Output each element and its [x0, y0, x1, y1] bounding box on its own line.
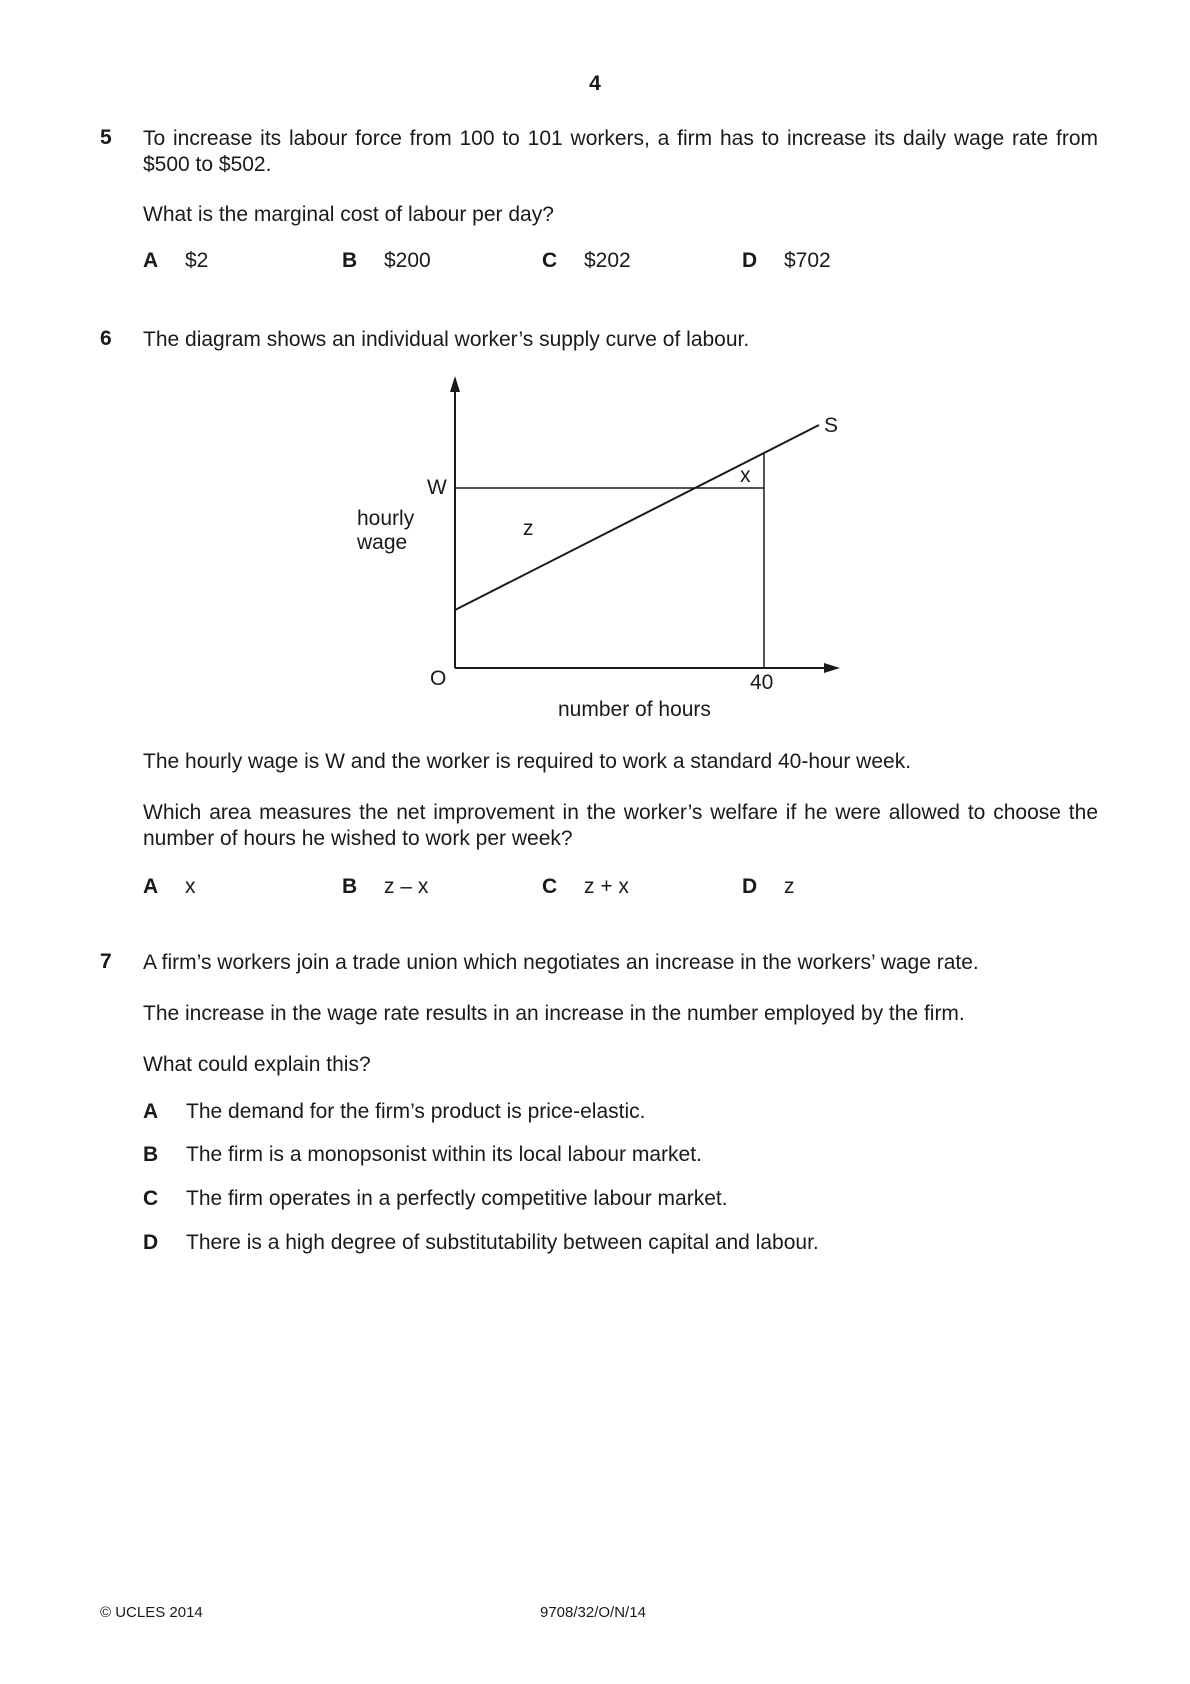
curve-label: S	[824, 414, 839, 437]
option-text: The firm operates in a perfectly competitive labour market.	[186, 1187, 728, 1210]
y-axis-arrow	[450, 376, 460, 392]
option-d[interactable]	[143, 1231, 819, 1255]
option-letter: A	[143, 875, 159, 898]
hours-label: 40	[750, 671, 774, 694]
option-letter: D	[742, 875, 758, 898]
option-text: $200	[384, 249, 431, 272]
option-c[interactable]	[143, 1187, 728, 1211]
x-axis-arrow	[824, 663, 840, 673]
option-b[interactable]	[143, 1143, 702, 1167]
option-letter: B	[342, 875, 358, 898]
option-letter: A	[143, 1100, 159, 1123]
option-a[interactable]	[143, 875, 196, 899]
area-x-label: x	[740, 464, 751, 487]
option-letter: B	[342, 249, 358, 272]
option-letter: A	[143, 249, 159, 272]
wage-label: W	[427, 476, 447, 499]
y-axis-label-line1: hourly	[357, 507, 415, 530]
question-number: 6	[100, 327, 112, 350]
question-text: The diagram shows an individual worker’s supply curve of labour.	[143, 328, 750, 351]
option-text: The firm is a monopsonist within its local labour market.	[186, 1143, 702, 1166]
option-d[interactable]	[742, 875, 795, 899]
question-statement: The increase in the wage rate results in an increase in the number employed by the firm.	[143, 1002, 965, 1025]
question-prompt: What is the marginal cost of labour per day?	[143, 203, 554, 226]
option-letter: C	[542, 875, 558, 898]
footer-copyright: © UCLES 2014	[100, 1604, 203, 1621]
y-axis-label-line2: wage	[357, 531, 408, 554]
origin-label: O	[430, 667, 447, 690]
footer-code: 9708/32/O/N/14	[540, 1604, 646, 1621]
page-number: 4	[589, 72, 601, 95]
option-text: z – x	[384, 875, 429, 898]
option-b[interactable]	[342, 875, 428, 899]
question-prompt: Which area measures the net improvement in the worker’s welfare if he were allowed to choose the number of hours he wished to work per week?	[143, 801, 1098, 850]
option-letter: D	[143, 1231, 159, 1254]
question-number: 5	[100, 126, 112, 149]
question-text: A firm’s workers join a trade union which negotiates an increase in the workers’ wage rate.	[143, 951, 979, 974]
option-text: The demand for the firm’s product is price-elastic.	[186, 1100, 646, 1123]
option-text: $702	[784, 249, 831, 272]
option-c[interactable]	[542, 875, 629, 899]
labour-supply-diagram	[0, 0, 1190, 740]
option-text: z + x	[584, 875, 629, 898]
option-letter: C	[143, 1187, 159, 1210]
question-statement: The hourly wage is W and the worker is required to work a standard 40-hour week.	[143, 750, 912, 773]
option-text: $2	[185, 249, 209, 272]
x-axis-label: number of hours	[558, 698, 711, 721]
area-z-label: z	[523, 517, 534, 540]
question-number: 7	[100, 950, 112, 973]
question-text: To increase its labour force from 100 to 101 workers, a firm has to increase its daily wage rate from $500 to $502.	[143, 127, 1098, 176]
answer-options	[143, 875, 1043, 901]
option-letter: C	[542, 249, 558, 272]
option-text: $202	[584, 249, 631, 272]
option-text: z	[784, 875, 795, 898]
option-text: There is a high degree of substitutability between capital and labour.	[186, 1231, 819, 1254]
option-a[interactable]	[143, 1100, 645, 1124]
option-letter: B	[143, 1143, 159, 1166]
question-prompt: What could explain this?	[143, 1053, 371, 1076]
option-letter: D	[742, 249, 758, 272]
option-text: x	[185, 875, 196, 898]
